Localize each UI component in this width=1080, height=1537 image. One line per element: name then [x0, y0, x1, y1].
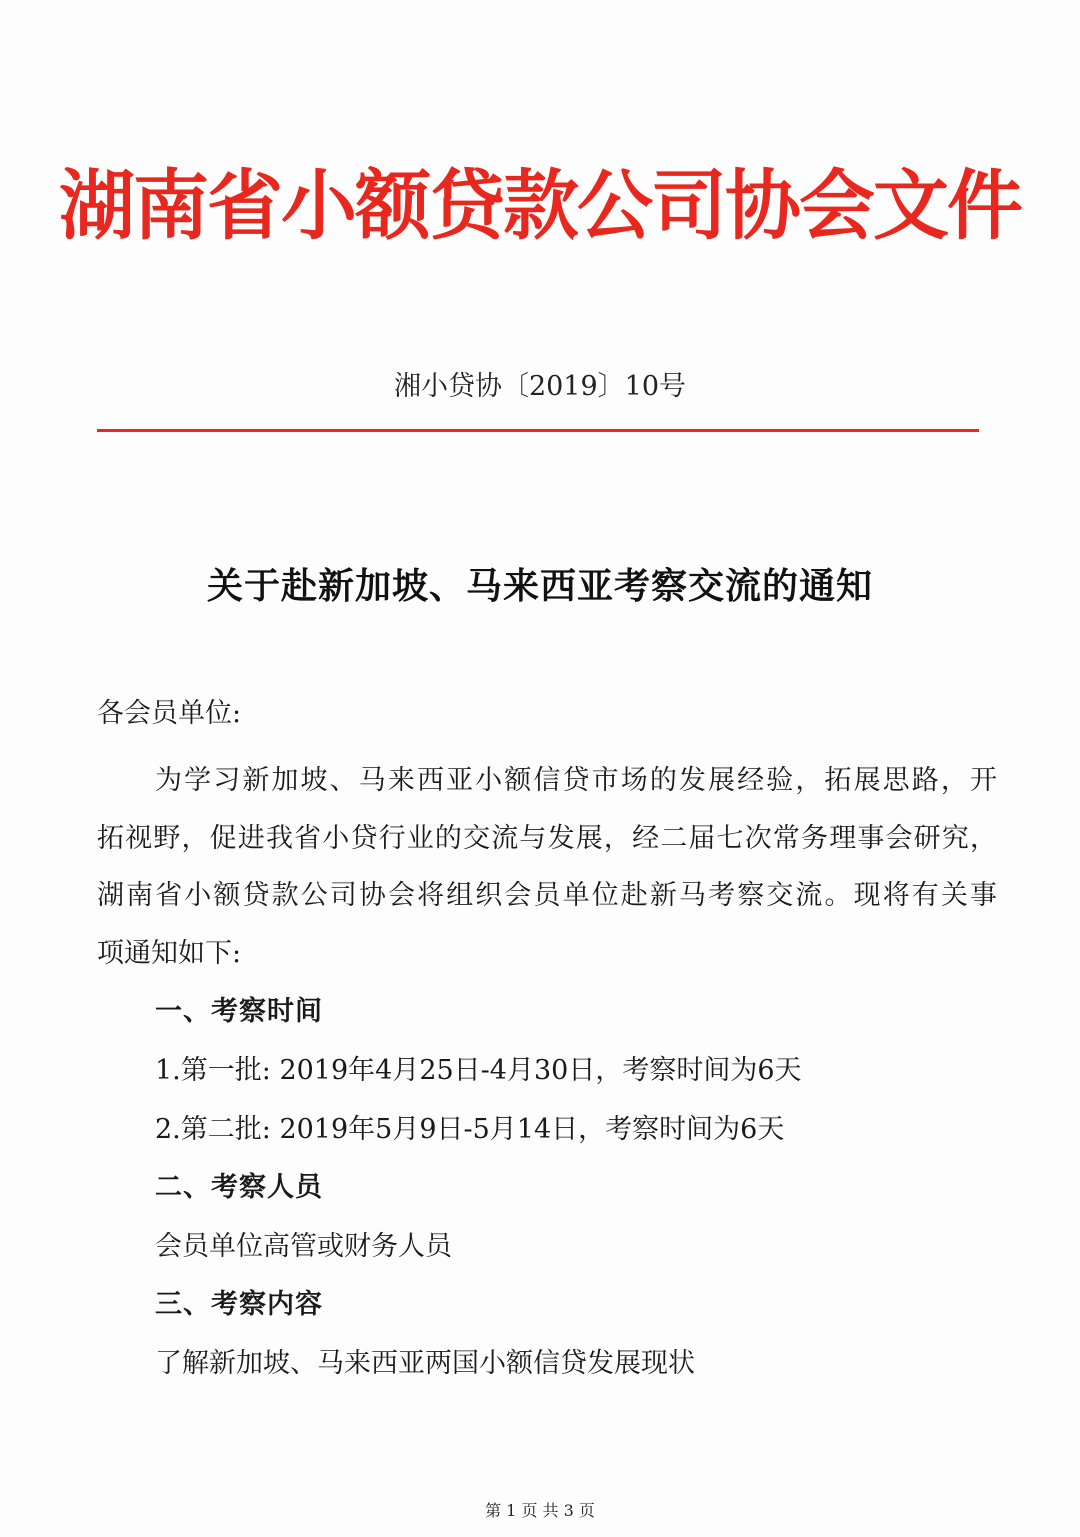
intro-line-3: 湖南省小额贷款公司协会将组织会员单位赴新马考察交流。现将有关事 [97, 880, 997, 911]
page-indicator: 第 1 页 共 3 页 [485, 1501, 595, 1520]
red-divider-line [97, 429, 979, 432]
batch-1-item: 1.第一批: 2019年4月25日-4月30日，考察时间为6天 [155, 1055, 802, 1086]
section-heading-time: 一、考察时间 [155, 996, 323, 1027]
intro-line-2: 拓视野，促进我省小贷行业的交流与发展，经二届七次常务理事会研究， [97, 823, 997, 854]
document-number: 湘小贷协〔2019〕10号 [393, 371, 687, 402]
personnel-item: 会员单位高管或财务人员 [155, 1231, 452, 1262]
issuer-header-title: 湖南省小额贷款公司协会文件 [59, 161, 1021, 250]
notice-title: 关于赴新加坡、马来西亚考察交流的通知 [206, 565, 873, 607]
batch-2-item: 2.第二批: 2019年5月9日-5月14日，考察时间为6天 [155, 1114, 785, 1145]
section-heading-personnel: 二、考察人员 [155, 1172, 323, 1203]
salutation: 各会员单位: [97, 698, 242, 729]
intro-line-1: 为学习新加坡、马来西亚小额信贷市场的发展经验，拓展思路，开 [155, 765, 997, 796]
content-item: 了解新加坡、马来西亚两国小额信贷发展现状 [155, 1348, 695, 1379]
intro-line-4: 项通知如下: [97, 938, 242, 969]
section-heading-content: 三、考察内容 [155, 1289, 323, 1320]
